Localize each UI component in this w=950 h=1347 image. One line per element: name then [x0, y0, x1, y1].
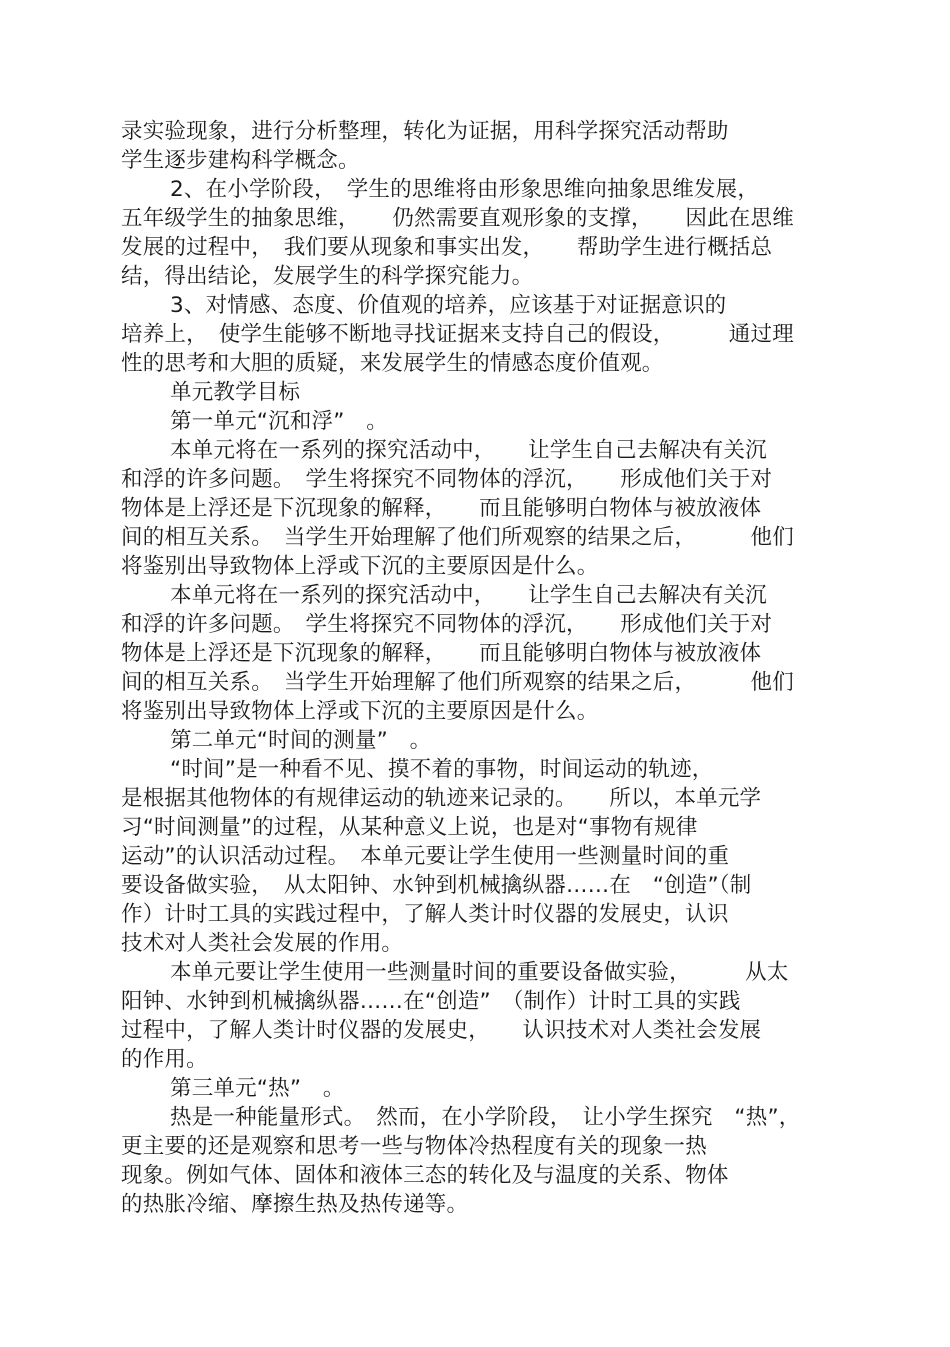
text-line: 技术对人类社会发展的作用。 — [121, 931, 404, 956]
unit-heading: 第二单元“时间的测量” 。 — [170, 728, 432, 753]
text-line: 和浮的许多问题。 学生将探究不同物体的浮沉， 形成他们关于对 — [121, 612, 773, 637]
text-line: 和浮的许多问题。 学生将探究不同物体的浮沉， 形成他们关于对 — [121, 467, 773, 492]
text-line: 本单元要让学生使用一些测量时间的重要设备做实验， 从太 — [170, 960, 789, 985]
text-line: 过程中，了解人类计时仪器的发展史， 认识技术对人类社会发展 — [121, 1018, 762, 1043]
text-line: 物体是上浮还是下沉现象的解释， 而且能够明白物体与被放液体 — [121, 496, 762, 521]
text-line: 习“时间测量”的过程，从某种意义上说，也是对“事物有规律 — [121, 815, 698, 840]
text-line: 间的相互关系。 当学生开始理解了他们所观察的结果之后， 他们 — [121, 670, 794, 695]
text-line: 本单元将在一系列的探究活动中， 让学生自己去解决有关沉 — [170, 438, 767, 463]
unit-heading: 第三单元“热” 。 — [170, 1076, 345, 1101]
text-line: 阳钟、水钟到机械擒纵器……在“创造” （制作）计时工具的实践 — [121, 989, 741, 1014]
text-line: 3、对情感、态度、价值观的培养，应该基于对证据意识的 — [170, 293, 727, 318]
text-line: 本单元将在一系列的探究活动中， 让学生自己去解决有关沉 — [170, 583, 767, 608]
text-line: 五年级学生的抽象思维， 仍然需要直观形象的支撑， 因此在思维 — [121, 206, 794, 231]
section-heading: 单元教学目标 — [170, 380, 301, 405]
text-line: 性的思考和大胆的质疑，来发展学生的情感态度价值观。 — [121, 351, 664, 376]
text-line: 发展的过程中， 我们要从现象和事实出发， 帮助学生进行概括总 — [121, 235, 773, 260]
text-line: 现象。例如气体、固体和液体三态的转化及与温度的关系、物体 — [121, 1163, 729, 1188]
text-line: “时间”是一种看不见、摸不着的事物，时间运动的轨迹， — [170, 757, 714, 782]
text-line: 录实验现象，进行分析整理，转化为证据，用科学探究活动帮助 — [121, 119, 729, 144]
text-line: 更主要的还是观察和思考一些与物体冷热程度有关的现象一热 — [121, 1134, 707, 1159]
text-line: 是根据其他物体的有规律运动的轨迹来记录的。 所以，本单元学 — [121, 786, 762, 811]
text-line: 作）计时工具的实践过程中，了解人类计时仪器的发展史，认识 — [121, 902, 729, 927]
text-line: 热是一种能量形式。 然而，在小学阶段， 让小学生探究 “热”， — [170, 1105, 801, 1130]
text-line: 将鉴别出导致物体上浮或下沉的主要原因是什么。 — [121, 554, 599, 579]
text-line: 的热胀冷缩、摩擦生热及热传递等。 — [121, 1192, 469, 1217]
text-line: 要设备做实验， 从太阳钟、水钟到机械擒纵器……在 “创造”（制 — [121, 873, 752, 898]
text-line: 物体是上浮还是下沉现象的解释， 而且能够明白物体与被放液体 — [121, 641, 762, 666]
unit-heading: 第一单元“沉和浮” 。 — [170, 409, 388, 434]
text-line: 2、在小学阶段， 学生的思维将由形象思维向抽象思维发展， — [170, 177, 760, 202]
text-line: 的作用。 — [121, 1047, 208, 1072]
text-line: 学生逐步建构科学概念。 — [121, 148, 360, 173]
text-line: 培养上， 使学生能够不断地寻找证据来支持自己的假设， 通过理 — [121, 322, 794, 347]
text-line: 结，得出结论，发展学生的科学探究能力。 — [121, 264, 534, 289]
text-line: 运动”的认识活动过程。 本单元要让学生使用一些测量时间的重 — [121, 844, 730, 869]
text-line: 将鉴别出导致物体上浮或下沉的主要原因是什么。 — [121, 699, 599, 724]
text-line: 间的相互关系。 当学生开始理解了他们所观察的结果之后， 他们 — [121, 525, 794, 550]
